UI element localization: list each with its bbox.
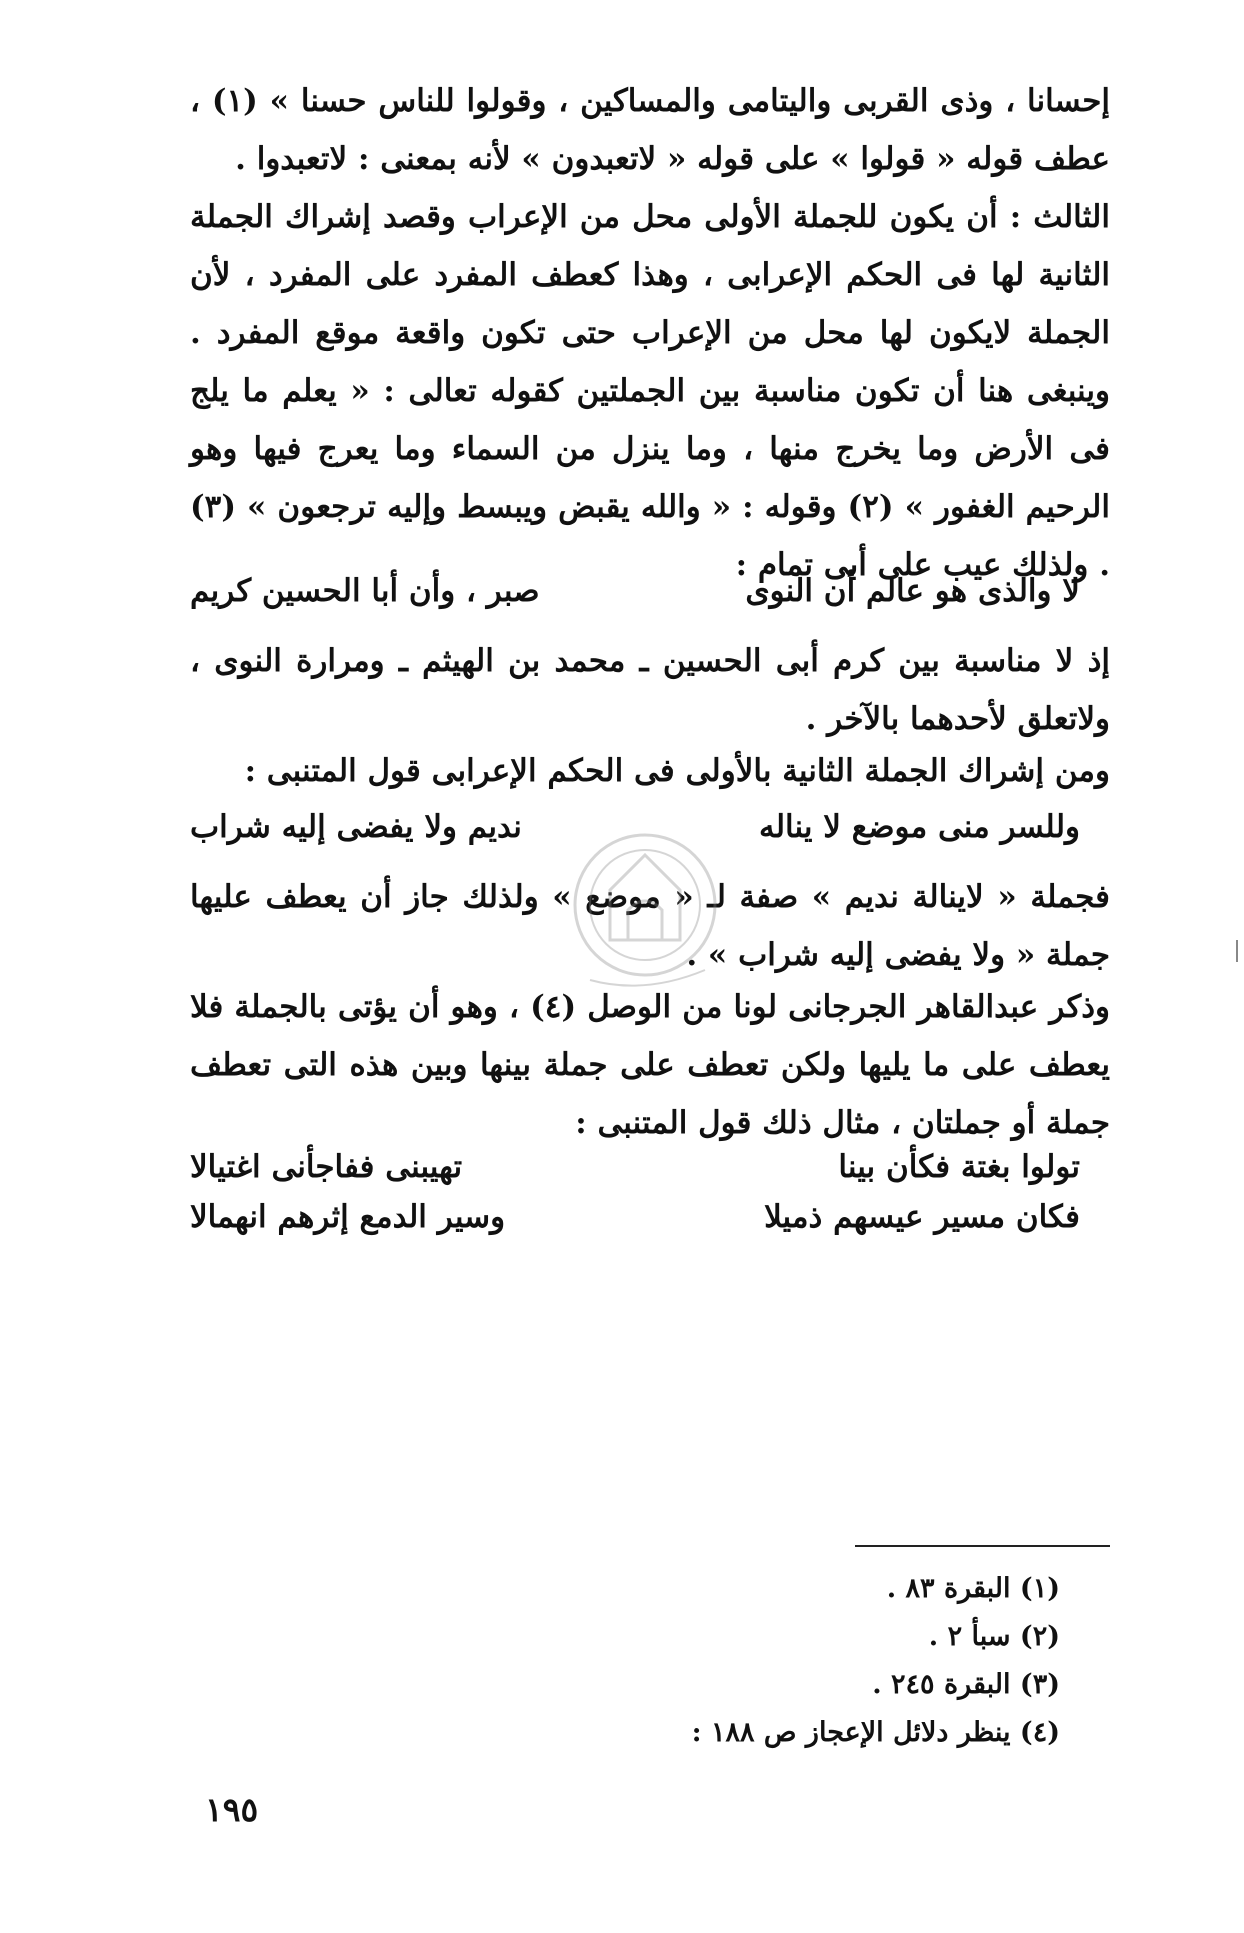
verse-4-first-hemistich: فكان مسير عيسهم ذميلا bbox=[764, 1199, 1080, 1235]
paragraph-1 bbox=[190, 72, 1110, 188]
footnotes bbox=[560, 1565, 1060, 1757]
verse-1-second-hemistich: صبر ، وأن أبا الحسين كريم bbox=[190, 573, 540, 609]
verse-1 bbox=[190, 562, 1080, 620]
library-seal-icon bbox=[520, 810, 770, 1010]
verse-2-second-hemistich: نديم ولا يفضى إليه شراب bbox=[190, 809, 522, 845]
paragraph-2 bbox=[190, 188, 1110, 594]
page-number: ١٩٥ bbox=[205, 1790, 259, 1829]
paragraph-3-text: إذ لا مناسبة بين كرم أبى الحسين ـ محمد بن الهيثم ـ ومرارة النوى ، ولاتعلق لأحدهما بالآخر . bbox=[190, 643, 1110, 737]
verse-3-first-hemistich: تولوا بغتة فكأن بينا bbox=[838, 1149, 1080, 1185]
verse-1-first-hemistich: لا والذى هو عالم أن النوى bbox=[745, 573, 1080, 609]
verse-4 bbox=[190, 1188, 1080, 1246]
paragraph-1-text: إحسانا ، وذى القربى واليتامى والمساكين ، وقولوا للناس حسنا » (١) ، عطف قوله « قولوا » على قوله « لاتعبدون » لأنه بمعنى : لاتعبدوا . bbox=[190, 83, 1110, 177]
paragraph-4 bbox=[190, 742, 1110, 800]
footnote-2: (٢) سبأ ٢ . bbox=[928, 1621, 1060, 1652]
verse-2-first-hemistich: وللسر منى موضع لا يناله bbox=[758, 809, 1080, 845]
scan-edge-mark bbox=[1236, 940, 1238, 962]
paragraph-4-text: ومن إشراك الجملة الثانية بالأولى فى الحكم الإعرابى قول المتنبى : bbox=[244, 753, 1110, 789]
paragraph-5-text: فجملة « لاينالة نديم » صفة لـ « موضع » ولذلك جاز أن يعطف عليها جملة « ولا يفضى إليه شراب » . bbox=[190, 879, 1110, 973]
paragraph-3 bbox=[190, 632, 1110, 748]
verse-3-second-hemistich: تهيبنى ففاجأنى اغتيالا bbox=[190, 1149, 463, 1185]
paragraph-6-text: وذكر عبدالقاهر الجرجانى لونا من الوصل (٤) ، وهو أن يؤتى بالجملة فلا يعطف على ما يليها ولكن تعطف على جملة بينها وبين هذه التى تعطف جملة أو جملتان ، مثال ذلك قول المتنبى : bbox=[190, 989, 1110, 1141]
verse-4-second-hemistich: وسير الدمع إثرهم انهمالا bbox=[190, 1199, 506, 1235]
footnote-3: (٣) البقرة ٢٤٥ . bbox=[872, 1669, 1060, 1700]
paragraph-2-text: الثالث : أن يكون للجملة الأولى محل من الإعراب وقصد إشراك الجملة الثانية لها فى الحكم الإعرابى ، وهذا كعطف المفرد على المفرد ، لأن الجملة لايكون لها محل من الإعراب حتى تكون واقعة موقع المفرد . وينبغى هنا أن تكون مناسبة بين الجملتين كقوله تعالى : « يعلم ما يلج فى الأرض وما يخرج منها ، وما ينزل من السماء وما يعرج فيها وهو الرحيم الغفور » (٢) وقوله : « والله يقبض ويبسط وإليه ترجعون » (٣) . ولذلك عيب على أبى تمام : bbox=[190, 199, 1110, 583]
footnote-separator bbox=[855, 1545, 1110, 1547]
footnote-4: (٤) ينظر دلائل الإعجاز ص ١٨٨ : bbox=[691, 1717, 1060, 1748]
footnote-1: (١) البقرة ٨٣ . bbox=[886, 1573, 1060, 1604]
